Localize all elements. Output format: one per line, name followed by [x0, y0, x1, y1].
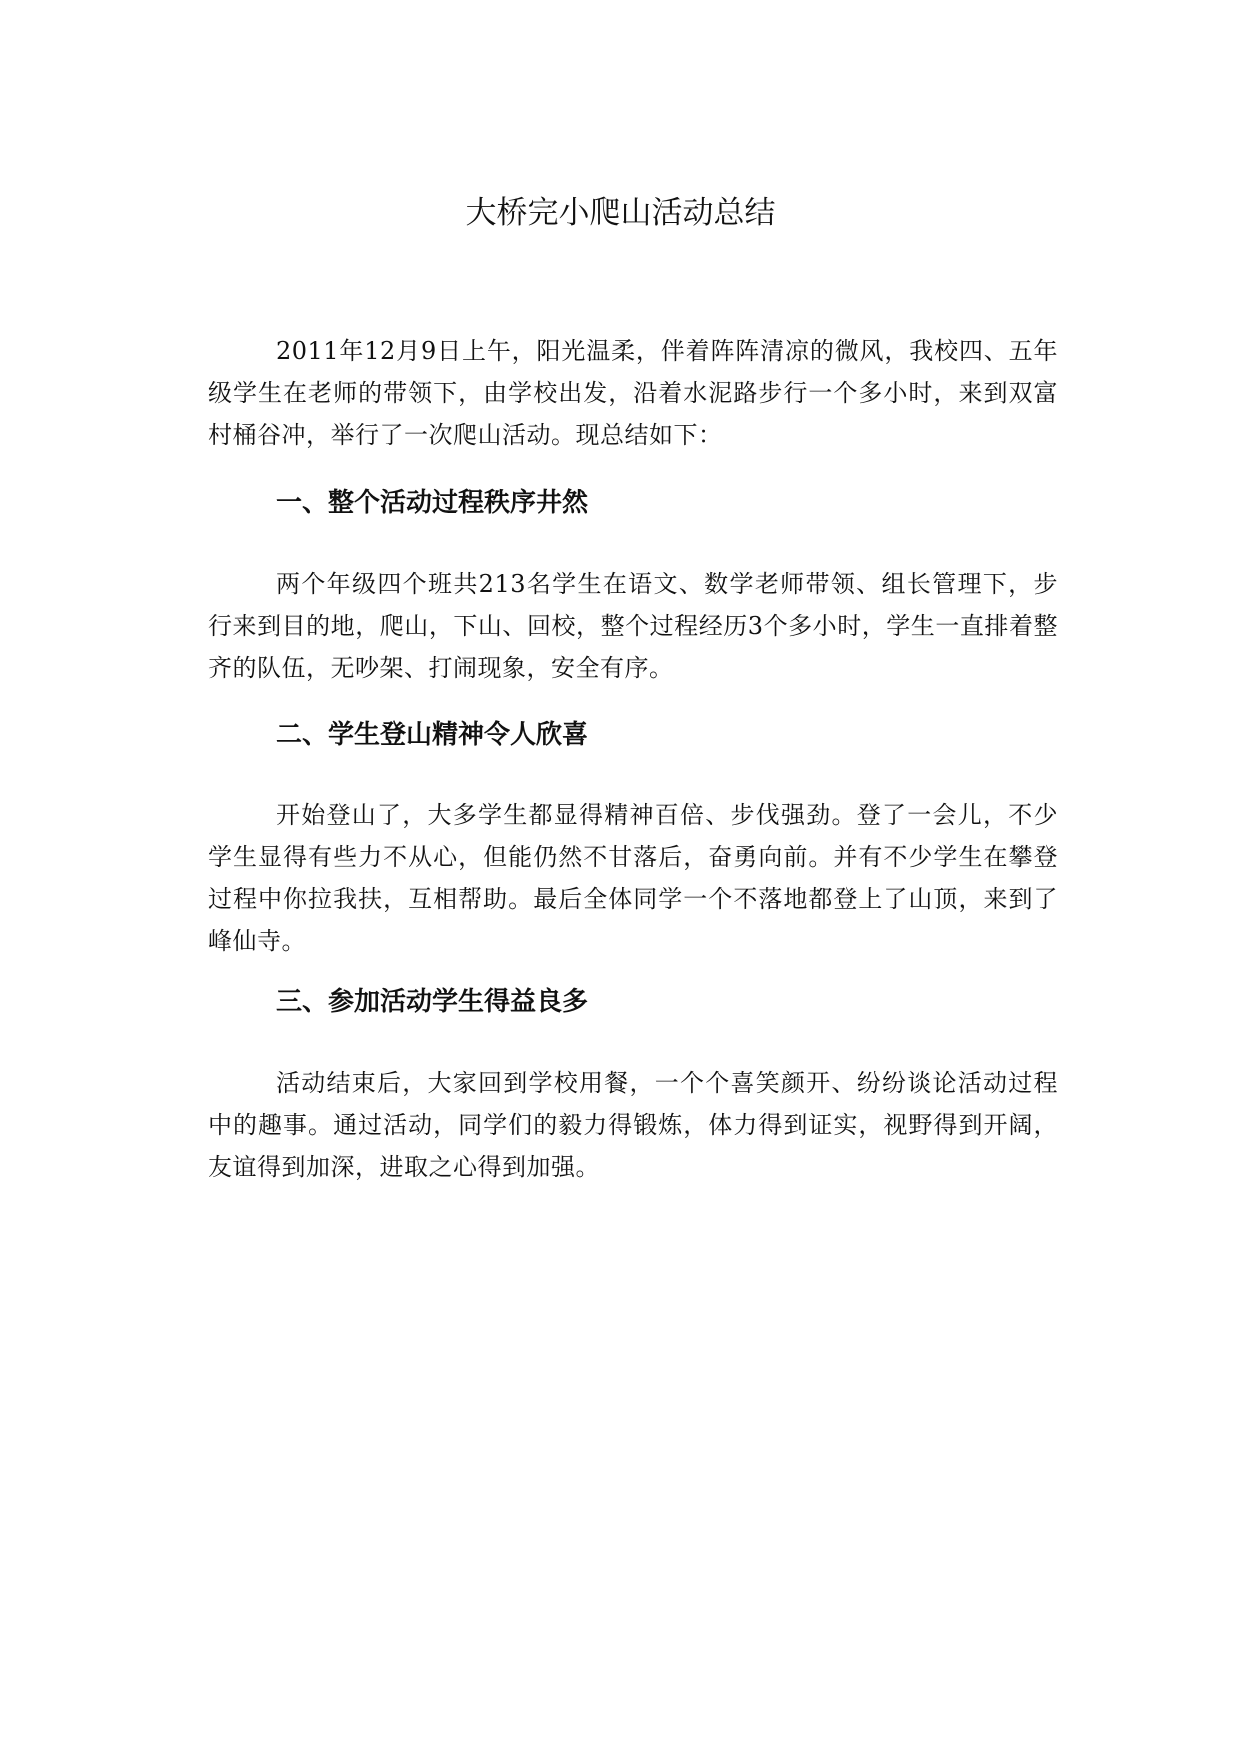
document-title: 大桥完小爬山活动总结	[465, 195, 776, 231]
section-body-3: 活动结束后，大家回到学校用餐，一个个喜笑颜开、纷纷谈论活动过程中的趣事。通过活动，同学们的毅力得锻炼，体力得到证实，视野得到开阔，友谊得到加深，进取之心得到加强。	[208, 1069, 1058, 1181]
section-heading-2: 二、学生登山精神令人欣喜	[276, 720, 589, 750]
section-heading-1: 一、整个活动过程秩序井然	[276, 488, 589, 518]
section-heading-3: 三、参加活动学生得益良多	[276, 987, 589, 1017]
section-body-2: 开始登山了，大多学生都显得精神百倍、步伐强劲。登了一会儿，不少学生显得有些力不从心，但能仍然不甘落后，奋勇向前。并有不少学生在攀登过程中你拉我扶，互相帮助。最后全体同学一个不落地都登上了山顶，来到了峰仙寺。	[208, 801, 1058, 955]
intro-paragraph: 2011年12月9日上午，阳光温柔，伴着阵阵清凉的微风，我校四、五年级学生在老师的带领下，由学校出发，沿着水泥路步行一个多小时，来到双富村桶谷冲，举行了一次爬山活动。现总结如下：	[208, 337, 1058, 449]
section-body-1: 两个年级四个班共213名学生在语文、数学老师带领、组长管理下，步行来到目的地，爬山，下山、回校，整个过程经历3个多小时，学生一直排着整齐的队伍，无吵架、打闹现象，安全有序。	[208, 570, 1058, 682]
